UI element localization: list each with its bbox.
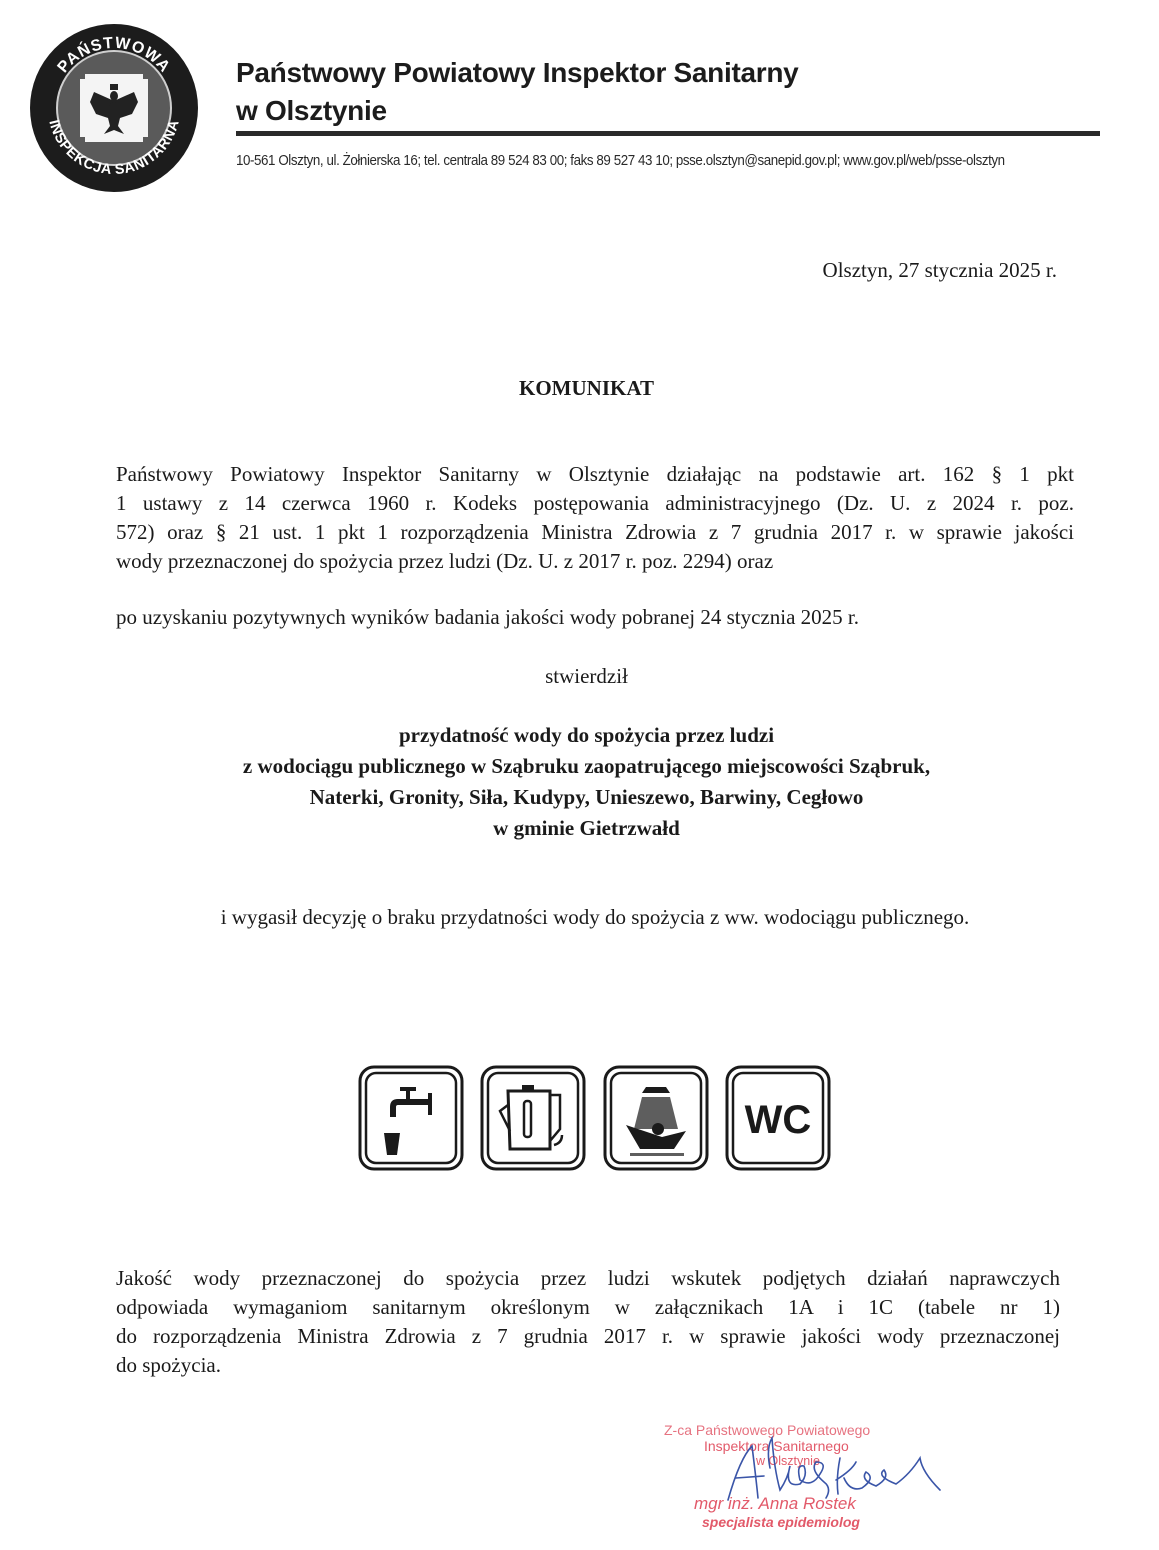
document-title: KOMUNIKAT <box>519 376 654 400</box>
decision-line: w gminie Gietrzwałd <box>493 816 680 840</box>
stamp-line3: w Olsztynie <box>756 1454 820 1468</box>
logo-bottom-text: INSPEKCJA SANITARNA <box>45 117 183 179</box>
paragraph-line: Państwowy Powiatowy Inspektor Sanitarny w Olsztynie działając na podstawie art. 162 § 1 pkt <box>116 462 1074 486</box>
paragraph-line: Jakość wody przeznaczonej do spożycia przez ludzi wskutek podjętych działań naprawczych <box>116 1266 1060 1290</box>
decision-line: z wodociągu publicznego w Sząbruku zaopatrującego miejscowości Sząbruk, <box>242 754 931 778</box>
decision-line: Naterki, Gronity, Siła, Kudypy, Unieszewo, Barwiny, Cegłowo <box>309 785 864 809</box>
decision-line: przydatność wody do spożycia przez ludzi <box>398 723 775 747</box>
water-usage-icons <box>340 1045 860 1187</box>
handwritten-signature <box>640 1418 970 1548</box>
logo-top-text: PAŃSTWOWA <box>54 34 174 77</box>
office-name-line1: Państwowy Powiatowy Inspektor Sanitarny <box>236 57 799 88</box>
wc-label: WC <box>744 1098 812 1142</box>
sanitary-inspection-logo <box>28 22 200 194</box>
decision-block <box>0 720 1159 844</box>
official-stamp <box>640 1418 970 1548</box>
verb-statement: stwierdził <box>545 664 628 688</box>
paragraph-line: do spożycia. <box>116 1353 221 1377</box>
revocation-paragraph: i wygasił decyzję o braku przydatności wody do spożycia z ww. wodociągu publicznego. <box>220 905 970 929</box>
office-name-line2: w Olsztynie <box>236 95 387 126</box>
legal-basis-paragraph <box>116 460 1074 576</box>
logo-seal <box>28 22 200 194</box>
paragraph-line: 572) oraz § 21 ust. 1 pkt 1 rozporządzenia Ministra Zdrowia z 7 grudnia 2017 r. w sprawie jakości <box>116 520 1074 544</box>
stamp-role: specjalista epidemiolog <box>702 1514 860 1530</box>
stamp-line2: Inspektora Sanitarnego <box>704 1438 849 1454</box>
paragraph-line: odpowiada wymaganiom sanitarnym określonym w załącznikach 1A i 1C (tabele nr 1) <box>116 1295 1060 1319</box>
office-name <box>236 54 798 130</box>
quality-paragraph <box>116 1264 1060 1380</box>
paragraph-line: 1 ustawy z 14 czerwca 1960 r. Kodeks postępowania administracyjnego (Dz. U. z 2024 r. poz. <box>116 491 1074 515</box>
stamp-line1: Z-ca Państwowego Powiatowego <box>664 1422 871 1438</box>
stamp-name: mgr inż. Anna Rostek <box>694 1494 856 1513</box>
document-date: Olsztyn, 27 stycznia 2025 r. <box>822 258 1057 282</box>
paragraph-line: do rozporządzenia Ministra Zdrowia z 7 grudnia 2017 r. w sprawie jakości wody przeznaczonej <box>116 1324 1060 1348</box>
header-divider <box>236 131 1100 136</box>
paragraph-line: wody przeznaczonej do spożycia przez ludzi (Dz. U. z 2017 r. poz. 2294) oraz <box>116 549 774 573</box>
contact-info: 10-561 Olsztyn, ul. Żołnierska 16; tel. centrala 89 524 83 00; faks 89 527 43 10; psse.olsztyn@sanepid.gov.pl; www.gov.pl/web/psse-olsztyn <box>236 153 1005 169</box>
test-results-paragraph: po uzyskaniu pozytywnych wyników badania jakości wody pobranej 24 stycznia 2025 r. <box>116 605 860 629</box>
